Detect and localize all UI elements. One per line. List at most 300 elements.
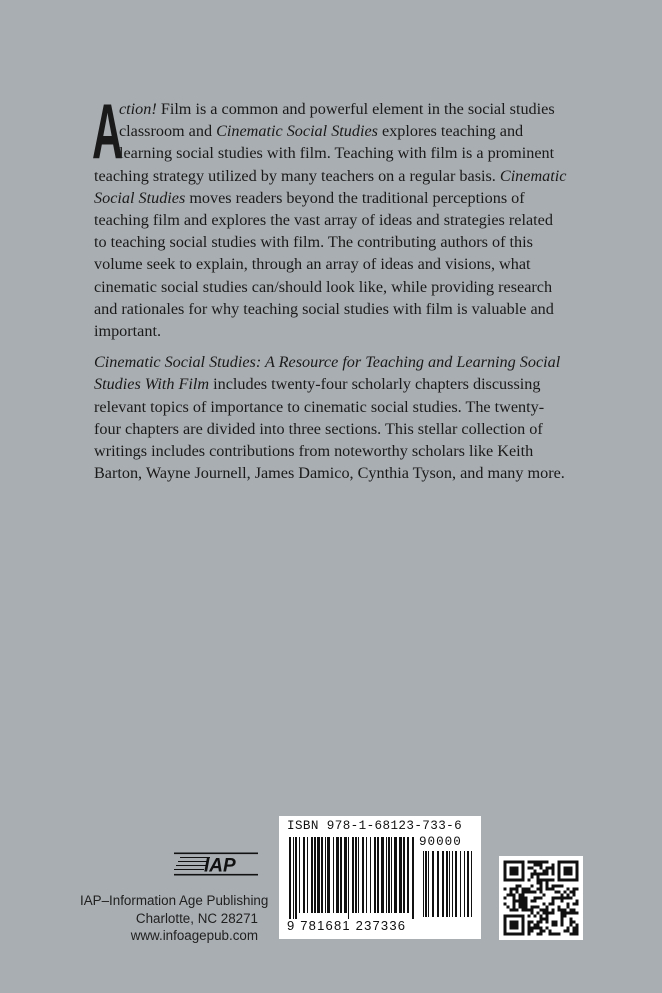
qr-module [561,879,564,882]
qr-module [540,918,543,921]
qr-module [510,924,513,927]
qr-module [561,861,564,864]
qr-module [540,864,543,867]
qr-code [499,856,583,940]
qr-module [519,933,522,936]
qr-module [561,900,564,903]
addon-bar [471,851,472,917]
qr-module [555,891,558,894]
qr-module [558,909,561,912]
qr-module [570,873,573,876]
qr-module [513,861,516,864]
qr-module [552,933,555,936]
qr-module [546,921,549,924]
qr-module [522,930,525,933]
qr-module [522,864,525,867]
qr-module [537,864,540,867]
qr-module [546,909,549,912]
publisher-name: IAP–Information Age Publishing [80,893,269,908]
qr-module [504,897,507,900]
cover-blurb [92,87,568,484]
blurb-paragraph-2 [94,351,568,484]
qr-module [546,888,549,891]
qr-module [576,867,579,870]
qr-module [573,903,576,906]
qr-module [522,897,525,900]
qr-module [546,915,549,918]
barcode-bar [399,837,402,913]
qr-module [513,870,516,873]
qr-module [552,888,555,891]
qr-module [531,873,534,876]
qr-module [537,924,540,927]
qr-module [534,873,537,876]
qr-module [567,903,570,906]
qr-module [504,933,507,936]
qr-module [576,900,579,903]
blurb-paragraph-1-text [92,87,567,341]
barcode-bar [336,837,339,913]
qr-module [549,888,552,891]
qr-module [525,891,528,894]
qr-module [516,924,519,927]
blurb-p1-run-4: Cinematic Social Studies [94,166,567,207]
qr-module [510,888,513,891]
qr-module [528,867,531,870]
qr-module [510,909,513,912]
qr-module [555,921,558,924]
qr-module [513,873,516,876]
qr-module [543,894,546,897]
qr-module [567,867,570,870]
qr-module [534,861,537,864]
qr-module [534,891,537,894]
qr-module [549,903,552,906]
barcode-bar [407,837,409,913]
addon-bar [467,851,469,917]
barcode-addon-code: 90000 [419,835,462,849]
barcode-bar [362,837,364,913]
qr-module [564,867,567,870]
qr-module [537,933,540,936]
qr-module [537,897,540,900]
qr-module [537,927,540,930]
qr-module [516,861,519,864]
qr-module [504,915,507,918]
qr-module [522,927,525,930]
qr-module [510,861,513,864]
qr-code-pattern [499,856,583,940]
qr-module [573,888,576,891]
blurb-paragraph-1 [92,87,568,342]
qr-module [573,861,576,864]
qr-module [549,912,552,915]
qr-module [552,909,555,912]
qr-module [552,921,555,924]
qr-module [567,873,570,876]
qr-module [558,891,561,894]
qr-module [558,897,561,900]
qr-module [540,879,543,882]
qr-module [564,873,567,876]
qr-module [504,873,507,876]
blurb-p1-run-2: Cinematic Social Studies [216,122,378,141]
qr-module [555,897,558,900]
barcode-bar [366,837,367,913]
qr-module [552,864,555,867]
qr-module [561,918,564,921]
addon-bar [432,851,434,917]
qr-module [564,912,567,915]
qr-module [540,861,543,864]
barcode-bar [299,837,300,913]
qr-module [564,915,567,918]
barcode-bar [348,837,349,919]
qr-module [522,921,525,924]
qr-module [567,879,570,882]
qr-module [528,927,531,930]
qr-module [534,870,537,873]
qr-module [507,915,510,918]
qr-module [546,873,549,876]
qr-module [537,882,540,885]
barcode-bar [412,837,414,919]
qr-module [534,864,537,867]
qr-module [513,924,516,927]
qr-module [519,879,522,882]
qr-module [537,921,540,924]
qr-module [540,921,543,924]
qr-module [528,888,531,891]
qr-module [558,933,561,936]
qr-module [567,912,570,915]
qr-module [546,882,549,885]
barcode-bar [386,837,387,913]
qr-module [543,879,546,882]
barcode-bar [377,837,379,913]
qr-module [525,909,528,912]
addon-bar [428,851,429,917]
qr-module [543,930,546,933]
qr-module [522,873,525,876]
qr-module [552,900,555,903]
qr-module [528,924,531,927]
qr-module [525,897,528,900]
qr-module [513,894,516,897]
qr-module [519,861,522,864]
qr-module [570,912,573,915]
qr-module [558,870,561,873]
qr-module [540,882,543,885]
qr-module [576,873,579,876]
qr-module [561,912,564,915]
qr-module [519,894,522,897]
blurb-p2-run-0: Cinematic Social Studies: A Resource for Teaching and Learning Social Studies With Film [94,353,561,394]
qr-module [576,927,579,930]
qr-module [519,900,522,903]
barcode-bar [374,837,376,913]
qr-module [504,927,507,930]
qr-module [531,900,534,903]
qr-module [516,888,519,891]
qr-module [558,876,561,879]
blurb-p1-run-1: Film is a common and powerful element in the social studies classroom and [119,100,555,141]
qr-module [531,906,534,909]
qr-module [540,867,543,870]
qr-module [564,897,567,900]
qr-module [513,915,516,918]
qr-module [567,888,570,891]
qr-module [540,930,543,933]
qr-module [522,900,525,903]
qr-module [543,918,546,921]
qr-module [513,933,516,936]
qr-module [564,879,567,882]
qr-module [531,861,534,864]
barcode-bar [394,837,397,913]
qr-module [531,927,534,930]
qr-module [567,897,570,900]
qr-module [504,888,507,891]
qr-module [543,873,546,876]
barcode-bar [307,837,308,913]
qr-module [561,915,564,918]
qr-module [573,891,576,894]
qr-module [576,924,579,927]
qr-module [540,897,543,900]
barcode-bar [311,837,313,913]
blurb-p1-run-5: moves readers beyond the traditional perceptions of teaching film and explores the vast array of ideas and strategies related to teaching social studies with film. The contributing authors of this volume seek to explain, through an array of ideas and visions, what cinematic social studies can/should look like, while providing research and rationales for why teaching social studies with film is valuable and important. [94,188,554,341]
qr-module [531,909,534,912]
qr-module [522,933,525,936]
publisher-website[interactable]: www.infoagepub.com [130,928,258,943]
qr-module [576,888,579,891]
qr-module [561,894,564,897]
barcode-bar [303,837,305,913]
qr-module [534,927,537,930]
barcode-bar [289,837,291,919]
qr-module [555,885,558,888]
qr-module [516,873,519,876]
qr-module [570,909,573,912]
qr-module [531,912,534,915]
isbn-barcode [279,816,481,939]
qr-module [576,870,579,873]
qr-module [534,906,537,909]
qr-module [510,915,513,918]
qr-module [549,867,552,870]
barcode-bar [403,837,405,913]
addon-bar [423,851,424,917]
addon-bar [425,851,427,917]
qr-module [567,906,570,909]
qr-module [516,885,519,888]
barcode-bar [388,837,390,913]
qr-module [567,930,570,933]
qr-module [504,870,507,873]
qr-module [522,876,525,879]
qr-module [564,870,567,873]
qr-module [522,861,525,864]
qr-module [552,897,555,900]
qr-module [540,915,543,918]
qr-module [510,933,513,936]
qr-module [558,864,561,867]
qr-module [510,879,513,882]
qr-module [522,915,525,918]
qr-module [570,867,573,870]
qr-module [519,885,522,888]
qr-module [516,915,519,918]
qr-module [567,927,570,930]
qr-module [546,879,549,882]
qr-module [504,861,507,864]
qr-module [528,915,531,918]
addon-bar [460,851,461,917]
qr-module [522,906,525,909]
qr-module [570,933,573,936]
qr-module [513,921,516,924]
qr-module [558,885,561,888]
qr-module [549,933,552,936]
qr-module [573,927,576,930]
barcode-bar [355,837,357,913]
qr-module [573,879,576,882]
qr-module [561,909,564,912]
publisher-info [80,892,269,945]
qr-module [525,906,528,909]
qr-module [528,879,531,882]
qr-module [555,924,558,927]
barcode-bar [333,837,334,913]
qr-module [522,903,525,906]
qr-module [534,900,537,903]
qr-module [540,891,543,894]
qr-module [531,891,534,894]
qr-module [507,906,510,909]
barcode-bar [327,837,330,913]
qr-module [519,906,522,909]
qr-module [507,894,510,897]
qr-module [510,894,513,897]
qr-module [561,897,564,900]
qr-module [558,906,561,909]
qr-module [531,885,534,888]
qr-module [522,924,525,927]
qr-module [567,894,570,897]
qr-module [570,918,573,921]
qr-module [561,885,564,888]
qr-module [540,885,543,888]
qr-module [531,921,534,924]
addon-bar [455,851,457,917]
qr-module [513,897,516,900]
qr-module [558,873,561,876]
barcode-bar [391,837,392,913]
qr-module [522,894,525,897]
qr-module [546,906,549,909]
qr-module [558,861,561,864]
qr-module [525,888,528,891]
qr-module [558,867,561,870]
qr-module [510,873,513,876]
ean-digits: 9 781681 237336 [287,918,407,933]
blurb-p2-run-1: includes twenty-four scholarly chapters discussing relevant topics of importance to cinematic social studies. The twenty-four chapters are divided into three sections. This stellar collection of writings includes contributions from noteworthy scholars like Keith Barton, Wayne Journell, James Damico, Cynthia Tyson, and many more. [94,375,565,483]
qr-module [573,912,576,915]
qr-module [540,909,543,912]
qr-module [528,909,531,912]
qr-module [516,927,519,930]
qr-module [504,864,507,867]
barcode-bar [321,837,323,913]
qr-module [552,870,555,873]
qr-module [528,933,531,936]
qr-module [504,867,507,870]
qr-module [507,879,510,882]
qr-module [513,867,516,870]
qr-module [570,870,573,873]
addon-bar [437,851,439,917]
iap-logo-text: IAP [204,855,236,876]
qr-module [534,915,537,918]
qr-module [564,930,567,933]
qr-module [513,903,516,906]
qr-module [561,924,564,927]
qr-module [546,912,549,915]
qr-module [525,900,528,903]
qr-module [516,921,519,924]
qr-module [522,870,525,873]
qr-module [564,861,567,864]
qr-module [510,927,513,930]
qr-module [576,864,579,867]
qr-module [513,906,516,909]
publisher-address: Charlotte, NC 28271 [135,910,258,926]
barcode-bar [317,837,320,913]
barcode-bar [340,837,342,913]
qr-module [510,867,513,870]
qr-module [513,909,516,912]
qr-module [576,861,579,864]
qr-module [546,870,549,873]
qr-module [540,927,543,930]
qr-module [546,861,549,864]
barcode-bar [381,837,384,913]
qr-module [570,861,573,864]
blurb-p1-run-3: explores teaching and learning social studies with film. Teaching with film is a prominent teaching strategy utilized by many teachers on a regular basis. [94,122,555,185]
qr-module [504,921,507,924]
qr-module [510,891,513,894]
qr-module [522,909,525,912]
qr-module [516,870,519,873]
qr-module [522,891,525,894]
qr-module [570,879,573,882]
qr-module [576,879,579,882]
isbn-label: ISBN 978-1-68123-733-6 [287,819,463,833]
barcode-bar [344,837,347,913]
qr-module [531,876,534,879]
qr-module [564,891,567,894]
qr-module [504,879,507,882]
qr-module [561,921,564,924]
qr-module [516,867,519,870]
qr-module [525,903,528,906]
barcode-bar [293,837,294,919]
qr-module [534,924,537,927]
qr-module [573,909,576,912]
qr-module [528,921,531,924]
qr-module [507,861,510,864]
